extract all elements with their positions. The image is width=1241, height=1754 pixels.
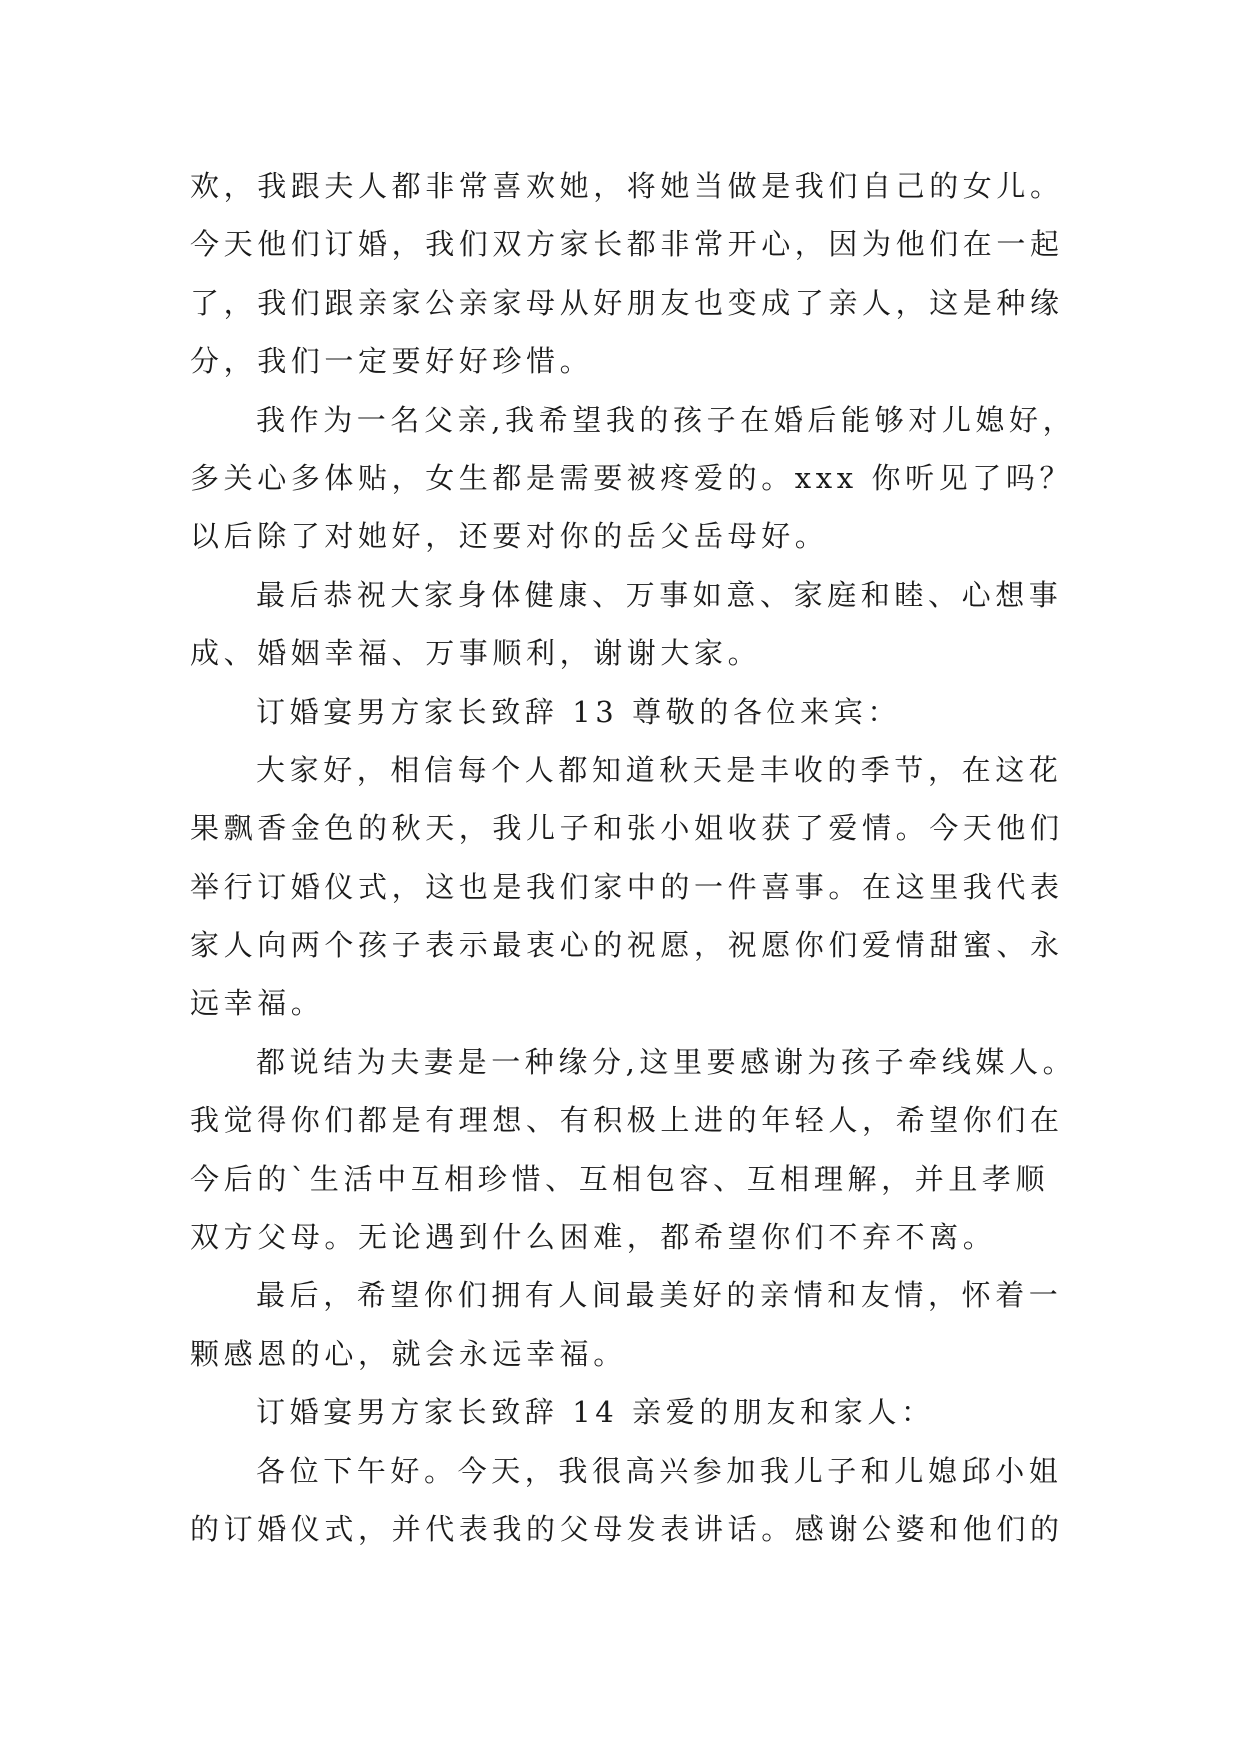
text-line: 双方父母。无论遇到什么困难，都希望你们不弃不离。 — [190, 1220, 997, 1255]
text-line: 果飘香金色的秋天，我儿子和张小姐收获了爱情。今天他们 — [190, 811, 1064, 846]
section-heading: 订婚宴男方家长致辞 14 亲爱的朋友和家人： — [256, 1395, 935, 1430]
text-line: 远幸福。 — [190, 986, 325, 1021]
text-line: 颗感恩的心，就会永远幸福。 — [190, 1336, 627, 1371]
text-line: 最后，希望你们拥有人间最美好的亲情和友情，怀着一 — [256, 1278, 1063, 1313]
text-line: 欢，我跟夫人都非常喜欢她，将她当做是我们自己的女儿。 — [190, 169, 1064, 203]
text-line: 家人向两个孩子表示最衷心的祝愿，祝愿你们爱情甜蜜、永 — [190, 928, 1064, 963]
document-body — [190, 157, 1077, 1558]
text-line: 的订婚仪式，并代表我的父母发表讲话。感谢公婆和他们的 — [190, 1511, 1064, 1546]
text-line: 成、婚姻幸福、万事顺利，谢谢大家。 — [190, 636, 762, 671]
section-heading: 订婚宴男方家长致辞 13 尊敬的各位来宾： — [256, 694, 901, 729]
text-line: 分，我们一定要好好珍惜。 — [190, 344, 594, 379]
text-line: 了，我们跟亲家公亲家母从好朋友也变成了亲人，这是种缘 — [190, 285, 1064, 320]
text-line: 以后除了对她好，还要对你的岳父岳母好。 — [190, 519, 829, 554]
text-line: 大家好，相信每个人都知道秋天是丰收的季节，在这花 — [256, 752, 1063, 787]
text-line: 今后的`生活中互相珍惜、互相包容、互相理解，并且孝顺 — [190, 1161, 1050, 1196]
text-line: 最后恭祝大家身体健康、万事如意、家庭和睦、心想事 — [256, 577, 1063, 612]
text-line: 各位下午好。今天，我很高兴参加我儿子和儿媳邱小姐 — [256, 1453, 1063, 1488]
text-line: 今天他们订婚，我们双方家长都非常开心，因为他们在一起 — [190, 227, 1064, 262]
text-line: 我作为一名父亲,我希望我的孩子在婚后能够对儿媳好， — [256, 402, 1077, 437]
text-line: 多关心多体贴，女生都是需要被疼爱的。xxx 你听见了吗？ — [190, 460, 1074, 495]
text-line: 举行订婚仪式，这也是我们家中的一件喜事。在这里我代表 — [190, 869, 1064, 904]
text-line: 我觉得你们都是有理想、有积极上进的年轻人，希望你们在 — [190, 1103, 1064, 1138]
text-line: 都说结为夫妻是一种缘分,这里要感谢为孩子牵线媒人。 — [256, 1044, 1077, 1079]
